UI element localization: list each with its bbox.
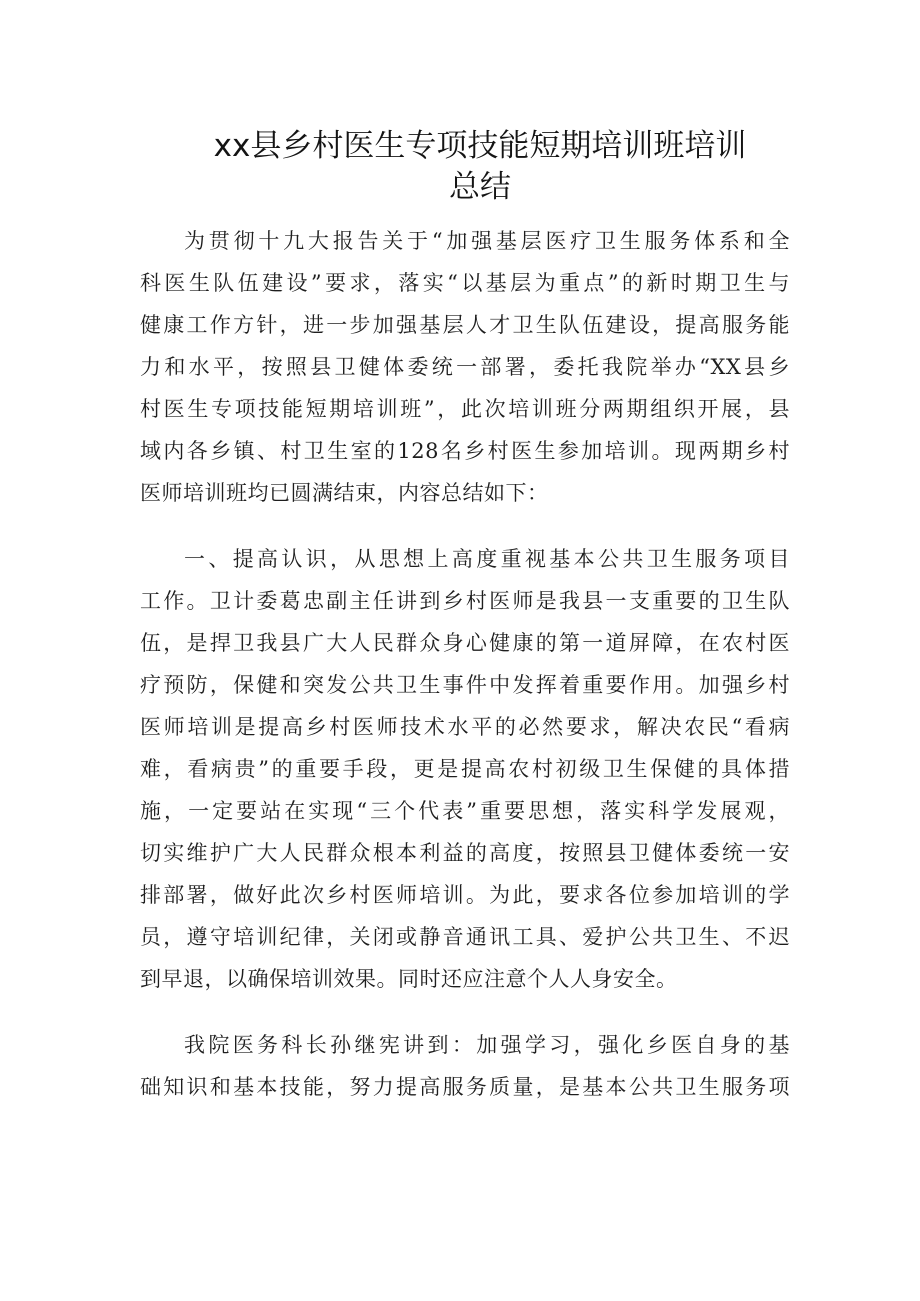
paragraph-2-line-5: 医师培训是提高乡村医师技术水平的必然要求，解决农民“看病 bbox=[140, 715, 790, 739]
paragraph-1-line-6: 域内各乡镇、村卫生室的128名乡村医生参加培训。现两期乡村 bbox=[140, 439, 790, 463]
paragraph-3-line-1: 我院医务科长孙继宪讲到：加强学习，强化乡医自身的基 bbox=[184, 1033, 790, 1057]
paragraph-2-line-4: 疗预防，保健和突发公共卫生事件中发挥着重要作用。加强乡村 bbox=[140, 673, 790, 697]
paragraph-1-line-5: 村医生专项技能短期培训班”，此次培训班分两期组织开展，县 bbox=[140, 397, 790, 421]
document-title-line-2: 总结 bbox=[449, 169, 511, 205]
paragraph-2-line-8: 切实维护广大人民群众根本利益的高度，按照县卫健体委统一安 bbox=[140, 841, 790, 865]
paragraph-1-line-4: 力和水平，按照县卫健体委统一部署，委托我院举办“XX县乡 bbox=[140, 355, 790, 379]
paragraph-2-line-2: 工作。卫计委葛忠副主任讲到乡村医师是我县一支重要的卫生队 bbox=[140, 589, 790, 613]
paragraph-2-line-9: 排部署，做好此次乡村医师培训。为此，要求各位参加培训的学 bbox=[140, 883, 790, 907]
paragraph-1-line-2: 科医生队伍建设”要求，落实“以基层为重点”的新时期卫生与 bbox=[140, 271, 790, 295]
paragraph-1-line-3: 健康工作方针，进一步加强基层人才卫生队伍建设，提高服务能 bbox=[140, 313, 790, 337]
paragraph-2-line-7: 施，一定要站在实现“三个代表”重要思想，落实科学发展观， bbox=[140, 799, 790, 823]
paragraph-2-line-10: 员，遵守培训纪律，关闭或静音通讯工具、爱护公共卫生、不迟 bbox=[140, 925, 790, 949]
paragraph-3-line-2: 础知识和基本技能，努力提高服务质量，是基本公共卫生服务项 bbox=[140, 1075, 790, 1099]
paragraph-2-line-6: 难，看病贵”的重要手段，更是提高农村初级卫生保健的具体措 bbox=[140, 757, 790, 781]
paragraph-2-line-3: 伍，是捍卫我县广大人民群众身心健康的第一道屏障，在农村医 bbox=[140, 631, 790, 655]
document-title-line-1: xx县乡村医生专项技能短期培训班培训 bbox=[213, 128, 747, 164]
paragraph-1-line-1: 为贯彻十九大报告关于“加强基层医疗卫生服务体系和全 bbox=[184, 229, 790, 253]
paragraph-2-line-1: 一、提高认识，从思想上高度重视基本公共卫生服务项目 bbox=[184, 547, 790, 571]
paragraph-2-line-11: 到早退，以确保培训效果。同时还应注意个人人身安全。 bbox=[140, 967, 678, 991]
paragraph-1-line-7: 医师培训班均已圆满结束，内容总结如下： bbox=[140, 481, 549, 505]
